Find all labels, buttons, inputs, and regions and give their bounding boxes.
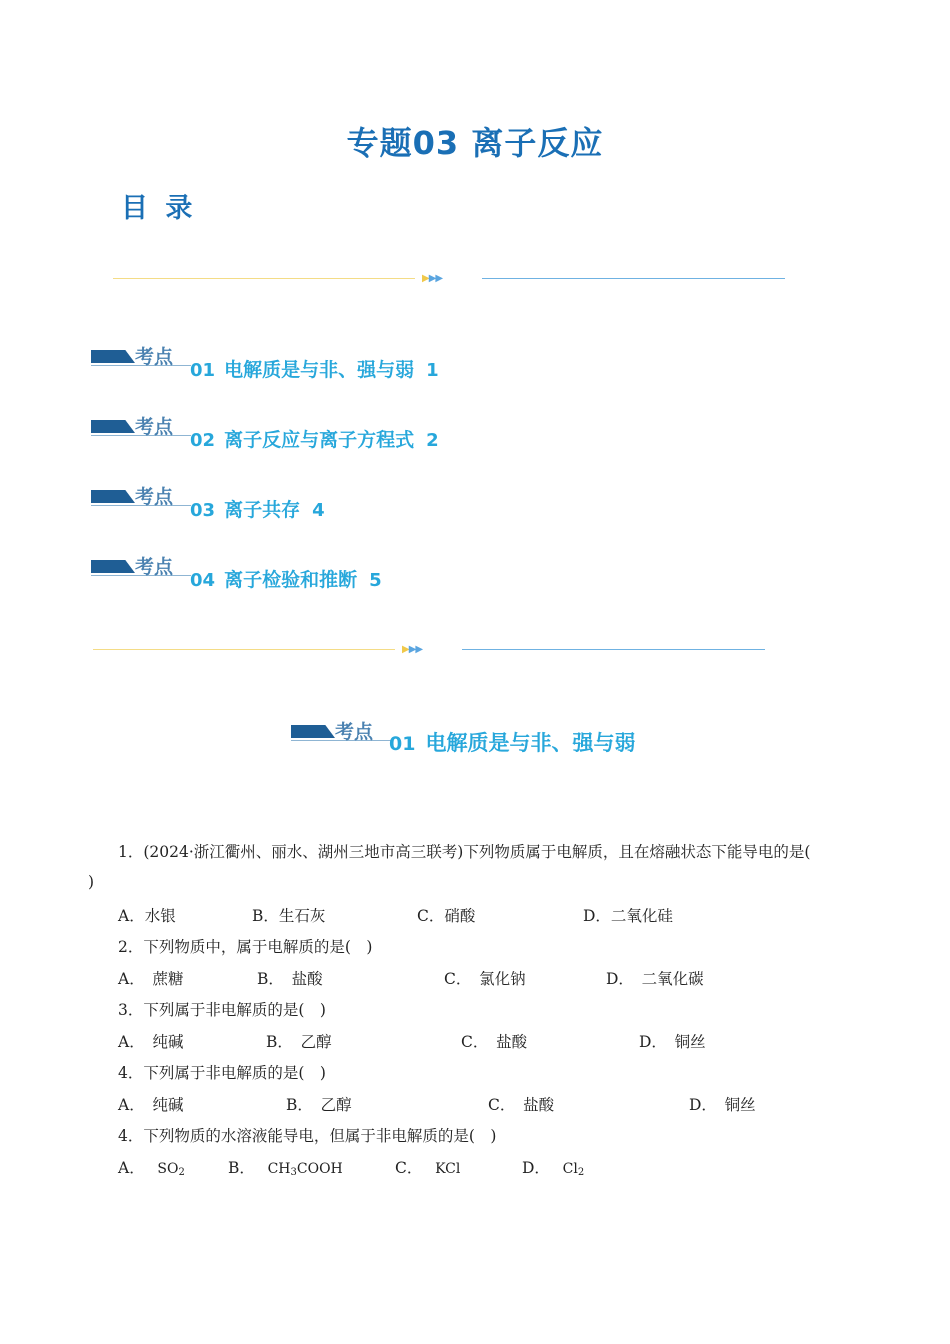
- toc-item-label: 离子反应与离子方程式: [224, 429, 415, 451]
- question-1-option-b[interactable]: B．生石灰: [252, 907, 326, 925]
- question-1-stem: 1．(2024·浙江衢州、丽水、湖州三地市高三联考)下列物质属于电解质，且在熔融状态下能导电的是(: [118, 843, 811, 861]
- question-3-option-d[interactable]: D． 铜丝: [639, 1033, 706, 1051]
- question-2-stem: 2．下列物质中，属于电解质的是( ): [118, 938, 373, 956]
- toc-item-number: 03: [190, 500, 216, 521]
- formula-so2: $SO_2$: [157, 1161, 185, 1178]
- toc-item-page: 4: [312, 500, 325, 521]
- toc-heading: 目 录: [121, 193, 197, 224]
- question-3-stem: 3．下列属于非电解质的是( ): [118, 1001, 326, 1019]
- divider-bottom: ▶▶▶: [0, 643, 950, 657]
- question-2-option-b[interactable]: B． 盐酸: [257, 970, 323, 988]
- toc-item-number: 04: [190, 570, 216, 591]
- toc-badge-3: 考点: [91, 482, 191, 512]
- question-2-option-d[interactable]: D． 二氧化碳: [606, 970, 704, 988]
- toc-item-3[interactable]: [190, 495, 325, 522]
- question-5-stem: 4．下列物质的水溶液能导电，但属于非电解质的是( ): [118, 1127, 497, 1145]
- question-3-option-a[interactable]: A． 纯碱: [118, 1033, 184, 1051]
- toc-item-2[interactable]: [190, 425, 439, 452]
- section-badge: 考点: [291, 717, 391, 747]
- question-1-option-a[interactable]: A．水银: [118, 907, 176, 925]
- toc-item-label: 电解质是与非、强与弱: [224, 359, 415, 381]
- question-4-option-c[interactable]: C． 盐酸: [488, 1096, 555, 1114]
- divider-top: ▶▶▶: [0, 272, 950, 286]
- toc-item-number: 02: [190, 430, 216, 451]
- toc-item-number: 01: [190, 360, 216, 381]
- toc-badge-1: 考点: [91, 342, 191, 372]
- toc-badge-2: 考点: [91, 412, 191, 442]
- page-title: 专题03 离子反应: [346, 124, 604, 162]
- question-5-option-a[interactable]: A． $SO_2$: [118, 1159, 185, 1178]
- question-4-option-a[interactable]: A． 纯碱: [118, 1096, 184, 1114]
- toc-item-label: 离子检验和推断: [224, 569, 358, 591]
- question-5-option-d[interactable]: D． $Cl_2$: [522, 1159, 585, 1178]
- toc-item-1[interactable]: [190, 355, 439, 382]
- toc-item-4[interactable]: [190, 565, 382, 592]
- question-4-option-b[interactable]: B． 乙醇: [286, 1096, 352, 1114]
- section-number: 01: [389, 733, 416, 755]
- question-3-option-c[interactable]: C． 盐酸: [461, 1033, 528, 1051]
- toc-item-page: 2: [426, 430, 439, 451]
- question-2-option-c[interactable]: C． 氯化钠: [444, 970, 526, 988]
- section-label: 电解质是与非、强与弱: [425, 731, 636, 755]
- formula-ch3cooh: $CH_3COOH$: [267, 1161, 343, 1178]
- question-1-option-d[interactable]: D．二氧化硅: [583, 907, 673, 925]
- toc-item-page: 1: [426, 360, 439, 381]
- toc-badge-4: 考点: [91, 552, 191, 582]
- toc-item-label: 离子共存: [224, 499, 301, 521]
- question-5-option-c[interactable]: C． KCl: [395, 1159, 461, 1177]
- toc-item-page: 5: [369, 570, 382, 591]
- section-title: [389, 727, 635, 757]
- question-1-option-c[interactable]: C．硝酸: [417, 907, 476, 925]
- formula-kcl: KCl: [435, 1161, 461, 1177]
- question-1-stem-continued: ): [88, 873, 95, 891]
- question-2-option-a[interactable]: A． 蔗糖: [118, 970, 184, 988]
- question-4-stem: 4．下列属于非电解质的是( ): [118, 1064, 326, 1082]
- formula-cl2: $Cl_2$: [562, 1161, 585, 1178]
- question-5-option-b[interactable]: B． $CH_3COOH$: [228, 1159, 343, 1178]
- question-3-option-b[interactable]: B． 乙醇: [266, 1033, 332, 1051]
- question-4-option-d[interactable]: D． 铜丝: [689, 1096, 756, 1114]
